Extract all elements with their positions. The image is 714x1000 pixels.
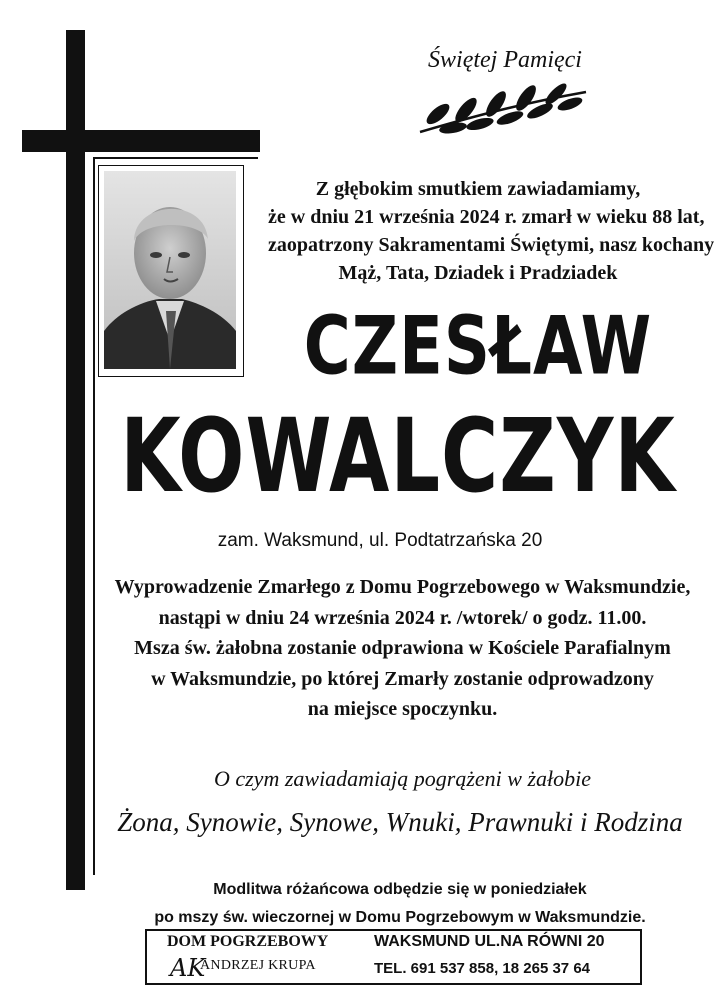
announcement-line: że w dniu 21 września 2024 r. zmarł w wieku 88 lat, (268, 206, 705, 228)
laurel-branch-icon (418, 84, 590, 136)
funeral-home-address: WAKSMUND UL.NA RÓWNI 20 (374, 933, 605, 950)
deceased-first-name: CZESŁAW (303, 300, 653, 394)
funeral-line: Wyprowadzenie Zmarłego z Domu Pogrzebowego w Waksmundzie, (114, 576, 691, 598)
mourners-intro: O czym zawiadamiają pogrążeni w żałobie (213, 766, 592, 791)
cross-outline-horizontal (93, 157, 258, 159)
funeral-details (105, 572, 700, 725)
funeral-home-phone: TEL. 691 537 858, 18 265 37 64 (374, 960, 590, 977)
heading: Świętej Pamięci (428, 47, 582, 73)
funeral-home-name: DOM POGRZEBOWY (167, 933, 329, 950)
funeral-line: w Waksmundzie, po której Zmarły zostanie odprowadzony (151, 667, 654, 690)
funeral-line: Msza św. żałobna zostanie odprawiona w Kościele Parafialnym (134, 637, 671, 659)
cross-horizontal-beam (22, 130, 260, 152)
rosary-line: Modlitwa różańcowa odbędzie się w poniedziałek (213, 881, 587, 898)
svg-text:AK: AK (170, 954, 206, 982)
announcement-line: zaopatrzony Sakramentami Świętymi, nasz kochany (268, 234, 714, 256)
funeral-home-logo (170, 952, 206, 982)
cross-outline-vertical (93, 157, 95, 875)
funeral-line: na miejsce spoczynku. (307, 698, 498, 720)
deceased-address: zam. Waksmund, ul. Podtatrzańska 20 (217, 530, 543, 551)
funeral-home-owner: ANDRZEJ KRUPA (200, 958, 316, 973)
rosary-line: po mszy św. wieczornej w Domu Pogrzebowym w Waksmundzie. (154, 909, 646, 926)
announcement-line: Z głębokim smutkiem zawiadamiamy, (315, 178, 641, 200)
announcement-line: Mąż, Tata, Dziadek i Pradziadek (338, 262, 618, 284)
family-list: Żona, Synowie, Synowe, Wnuki, Prawnuki i Rodzina (117, 807, 683, 837)
cross-vertical-beam (66, 30, 85, 890)
deceased-last-name: KOWALCZYK (120, 398, 676, 516)
rosary-info (100, 876, 700, 932)
funeral-line: nastąpi w dniu 24 września 2024 r. /wtorek/ o godz. 11.00. (158, 606, 647, 629)
portrait-photo (104, 171, 236, 369)
announcement-text (268, 175, 714, 287)
